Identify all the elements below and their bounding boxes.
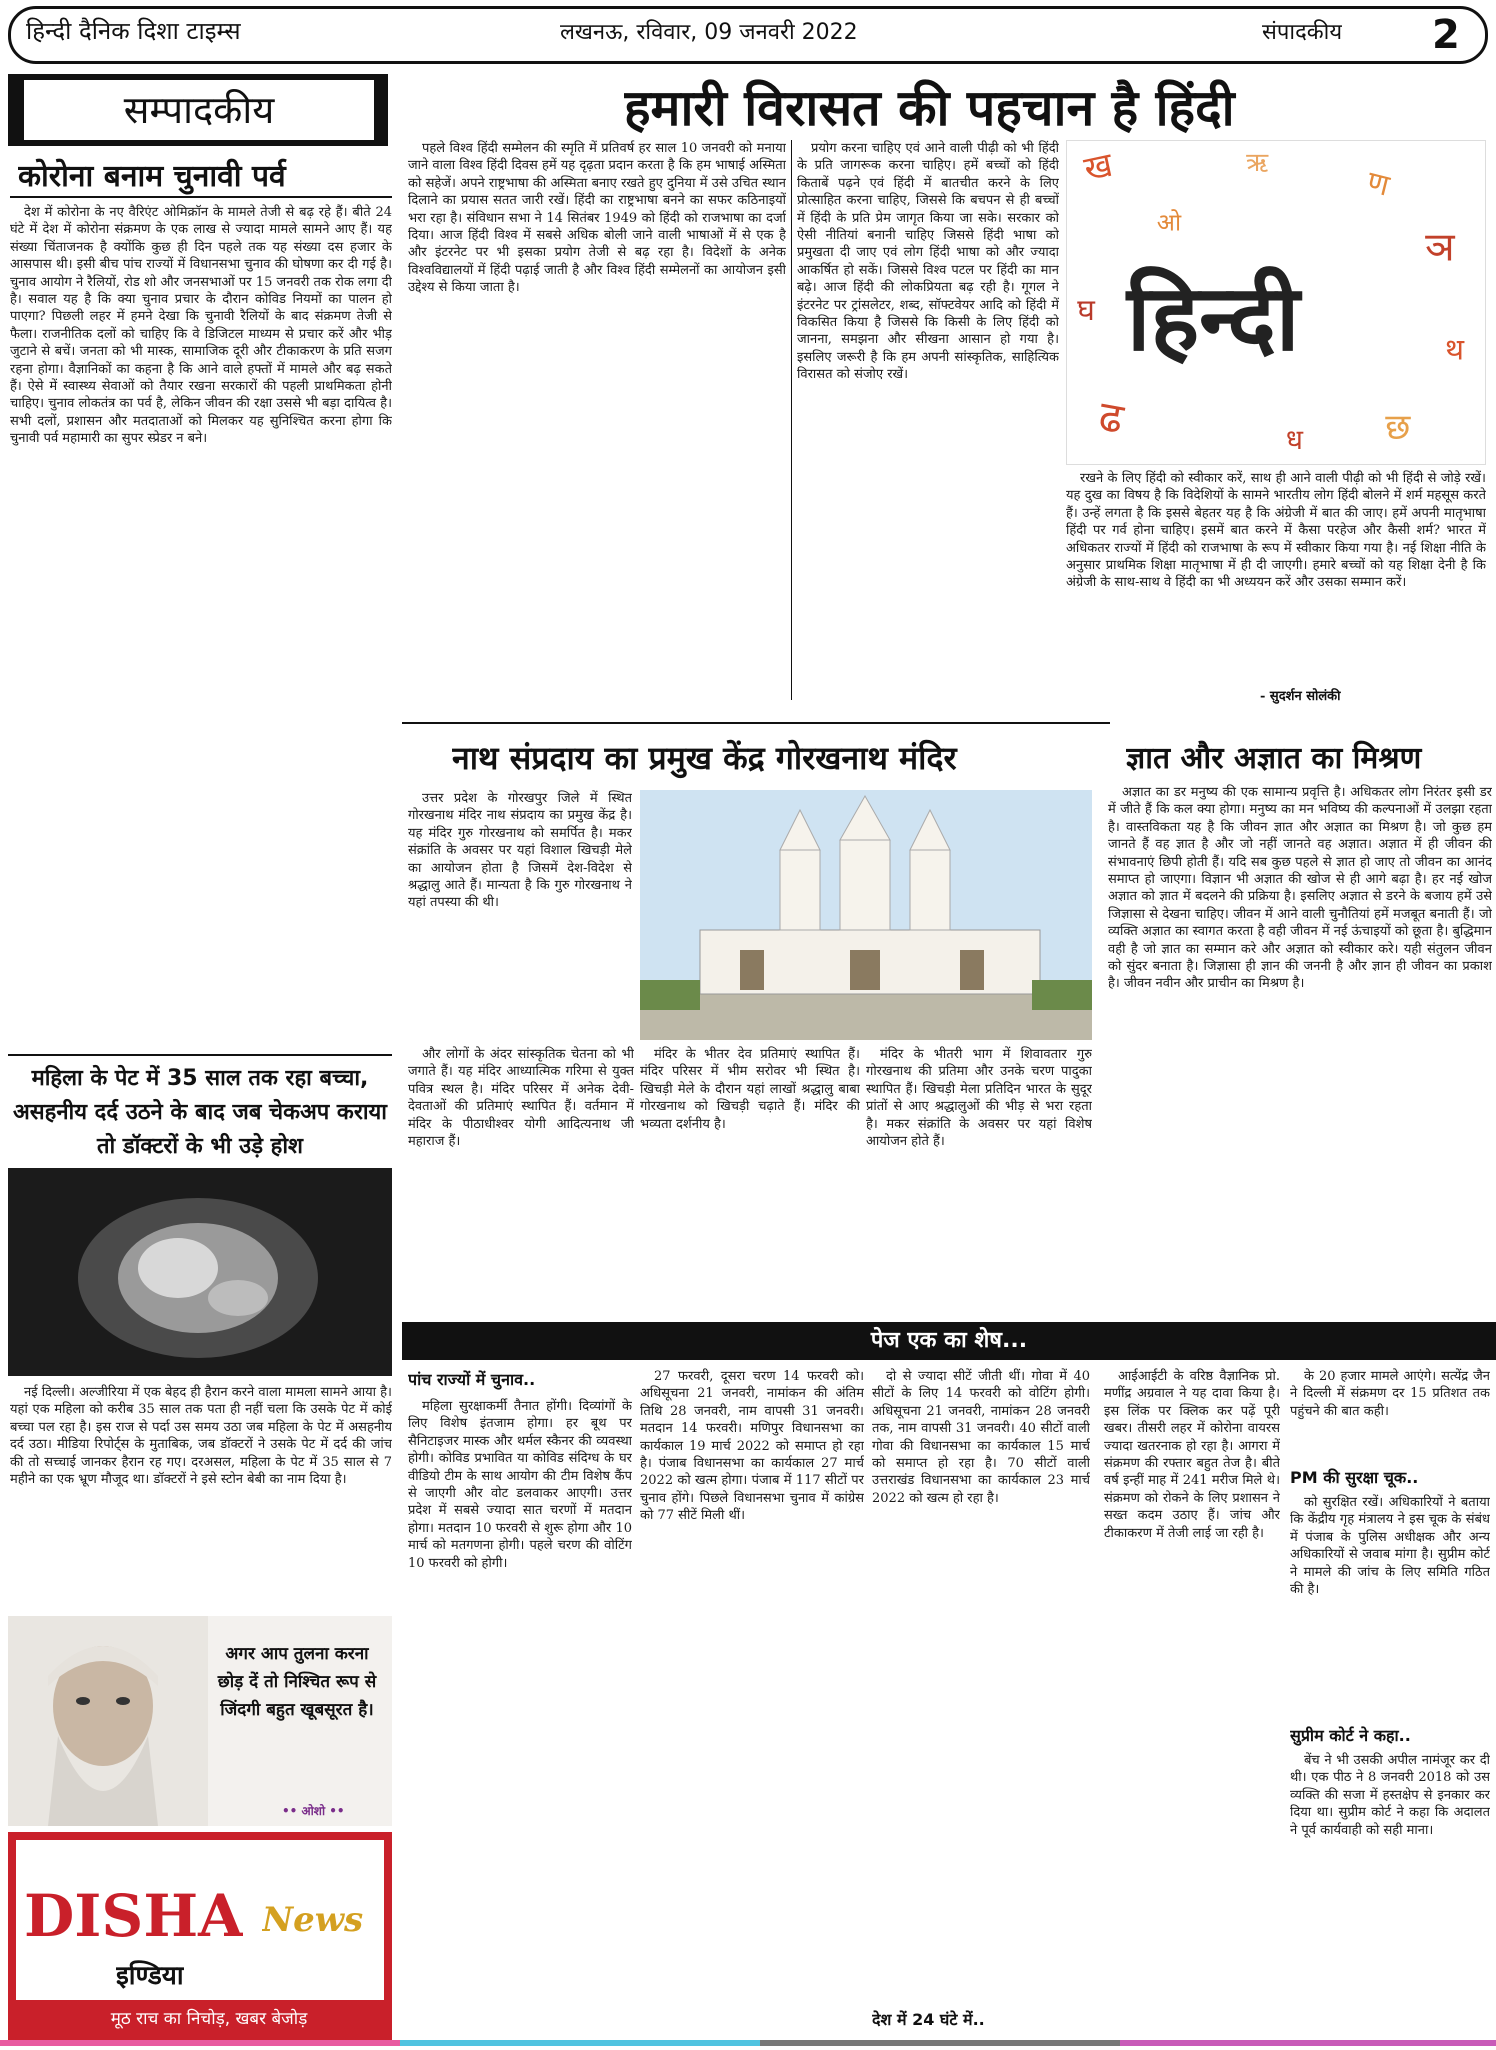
- gyaat-headline: ज्ञात और अज्ञात का मिश्रण: [1126, 741, 1422, 776]
- continuation-column-2: 27 फरवरी, दूसरा चरण 14 फरवरी को। अधिसूचना 21 जनवरी, नामांकन की अंतिम तिथि 28 जनवरी, नाम वापसी 31 जनवरी। मतदान 14 फरवरी। मणिपुर विधानसभा का कार्यकाल 19 मार्च 2022 को समाप्त हो रहा है। पंजाब विधानसभा का कार्यकाल 27 मार्च 2022 को खत्म होगा। पंजाब में 117 सीटों पर चुनाव होंगे। पिछले विधानसभा चुनाव में कांग्रेस को 77 सीटें मिली थीं।: [640, 1369, 864, 1524]
- continuation-band-text: पेज एक का शेष...: [870, 1328, 1028, 1353]
- woman-body: नई दिल्ली। अल्जीरिया में एक बेहद ही हैरान करने वाला मामला सामने आया है। यहां एक महिला को करीब 35 साल तक पता ही नहीं चला कि उसके पेट में कोई बच्चा पल रहा है। इस राज से पर्दा उस समय उठा जब महिला के पेट में असहनीय दर्द उठा। मीडिया रिपोर्ट्स के मुताबिक, जब डॉक्टरों ने उसके पेट में दर्द की जांच की तो सच्चाई जानकर हैरान रह गए। दरअसल, महिला के पेट में 35 साल से 7 महीने का एक भ्रूण मौजूद था। डॉक्टरों ने इसे स्टोन बेबी का नाम दिया है।: [10, 1385, 392, 1488]
- svg-text:घ: घ: [1077, 292, 1095, 328]
- svg-text:ओ: ओ: [1156, 208, 1182, 237]
- ad-brand: DISHA: [24, 1882, 244, 1950]
- corona-headline: कोरोना बनाम चुनावी पर्व: [18, 159, 286, 194]
- quote-text: अगर आप तुलना करना छोड़ दें तो निश्चित रूप से जिंदगी बहुत खूबसूरत है।: [217, 1644, 377, 1720]
- footer-stripe: [0, 2040, 400, 2046]
- author-byline: - सुदर्शन सोलंकी: [1260, 689, 1341, 704]
- supreme-court-body: बेंच ने भी उसकी अपील नामंजूर कर दी थी। एक पीठ ने 8 जनवरी 2018 को उस व्यक्ति की सजा में हस्तक्षेप से इनकार कर दिया था। सुप्रीम कोर्ट ने कहा कि अदालत ने पूर्व कार्यवाही को सही माना।: [1290, 1753, 1490, 1838]
- svg-text:ख: ख: [1080, 144, 1116, 189]
- hindi-word-art-image: [1066, 140, 1486, 465]
- column-rule: [791, 140, 792, 700]
- svg-text:ञ: ञ: [1425, 224, 1455, 271]
- gorakhnath-column-2: और लोगों के अंदर सांस्कृतिक चेतना को भी जगाते हैं। यह मंदिर आध्यात्मिक गरिमा से युक्त पवित्र स्थल है। मंदिर परिसर में अनेक देवी-देवताओं की प्रतिमाएं स्थापित हैं। वर्तमान में मंदिर के पीठाधीश्वर योगी आदित्यनाथ जी महाराज हैं।: [408, 1047, 634, 1150]
- gorakhnath-column-1: उत्तर प्रदेश के गोरखपुर जिले में स्थित गोरखनाथ मंदिर नाथ संप्रदाय का प्रमुख केंद्र है। यह मंदिर गुरु गोरखनाथ को समर्पित है। मकर संक्रांति के अवसर पर यहां विशाल खिचड़ी मेले का आयोजन होता है जिसमें देश-विदेश से श्रद्धालु आते हैं। मान्यता है कि गुरु गोरखनाथ ने यहां तपस्या की थी।: [408, 791, 632, 911]
- continuation-column-3: दो से ज्यादा सीटें जीती थीं। गोवा में 40 सीटों के लिए 14 फरवरी को वोटिंग होगी। अधिसूचना 21 जनवरी, नामांकन 28 जनवरी तक, नाम वापसी 31 जनवरी। 40 सीटों वाली गोवा की विधानसभा का कार्यकाल 15 मार्च को समाप्त हो रहा है। 70 सीटों वाली उत्तराखंड विधानसभा का कार्यकाल 23 मार्च 2022 को खत्म हो रहा है।: [872, 1369, 1090, 1506]
- dateline: लखनऊ, रविवार, 09 जनवरी 2022: [560, 20, 858, 45]
- footer-stripe: [400, 2040, 760, 2046]
- gorakhnath-column-4: मंदिर के भीतरी भाग में शिवावतार गुरु गोरखनाथ की प्रतिमा और उनके चरण पादुका स्थापित हैं। खिचड़ी मेला प्रतिदिन भारत के सुदूर प्रांतों से आए श्रद्धालुओं की भीड़ से भरा रहता है। मकर संक्रांति के अवसर पर यहां विशेष आयोजन होते हैं।: [866, 1047, 1092, 1150]
- divider: [8, 1054, 392, 1056]
- xray-image: [8, 1168, 392, 1376]
- pm-security-head: PM की सुरक्षा चूक..: [1290, 1468, 1419, 1487]
- svg-text:ऋ: ऋ: [1246, 147, 1269, 178]
- section-label: सम्पादकीय: [24, 80, 374, 140]
- svg-text:थ: थ: [1444, 332, 1465, 368]
- svg-text:छ: छ: [1385, 407, 1411, 449]
- page-number: 2: [1432, 12, 1460, 58]
- delhi-cases-text: के 20 हजार मामले आएंगे। सत्येंद्र जैन ने दिल्ली में संक्रमण दर 15 प्रतिशत तक पहुंचने की बात कही।: [1290, 1369, 1490, 1419]
- footer-stripe: [760, 2040, 1120, 2046]
- svg-text:ढ: ढ: [1095, 390, 1128, 444]
- elections-body: महिला सुरक्षाकर्मी तैनात होंगी। दिव्यांगों के लिए विशेष इंतजाम होगा। हर बूथ पर सैनिटाइजर मास्क और थर्मल स्कैनर की व्यवस्था होगी। कोविड प्रभावित या कोविड संदिग्ध के घर वीडियो टीम के साथ आयोग की टीम विशेष कैंप से जाएगी और वोट डलवाकर आएगी। उत्तर प्रदेश में सबसे ज्यादा सात चरणों में मतदान होगा। मतदान 10 फरवरी से शुरू होगा और 10 मार्च को मतगणना होगी। पहले चरण की वोटिंग 10 फरवरी को होगी।: [408, 1399, 632, 1571]
- section-name: संपादकीय: [1262, 20, 1343, 45]
- newspaper-name: हिन्दी दैनिक दिशा टाइम्स: [26, 17, 241, 45]
- elections-head: पांच राज्यों में चुनाव..: [408, 1370, 536, 1389]
- osho-portrait: [8, 1616, 208, 1826]
- ad-tagline: मूठ राच का निचोड़, खबर बेजोड़: [44, 2004, 374, 2034]
- main-article-column-2: प्रयोग करना चाहिए एवं आने वाली पीढ़ी को भी हिंदी के प्रति जागरूक करना चाहिए। हमें बच्चों को हिंदी किताबें पढ़ने एवं हिंदी में बातचीत करने के लिए प्रोत्साहित करना चाहिए, जिससे कि बचपन से ही बच्चों में हिंदी के प्रति प्रेम जागृत किया जा सके। सरकार को ऐसी नीतियां बनानी चाहिए जिससे हिंदी भाषा को प्रमुखता दी जाए एवं लोग हिंदी भाषा को और ज्यादा आकर्षित हो सकें। जिससे विश्व पटल पर हिंदी का मान बढ़े। आज हिंदी की लोकप्रियता बढ़ रही है। गूगल ने इंटरनेट पर ट्रांसलेटर, शब्द, सॉफ्टवेयर आदि को हिंदी में विकसित किया है जिससे कि किसी के लिए हिंदी को जानना, समझना और सीखना आसान हो गया है। इसलिए जरूरी है कि हम अपनी सांस्कृतिक, साहित्यिक विरासत को संजोए रखें।: [797, 141, 1059, 383]
- continuation-column-4: आईआईटी के वरिष्ठ वैज्ञानिक प्रो. मणींद्र अग्रवाल ने यह दावा किया है। इस लिंक पर क्लिक कर पढ़ें पूरी खबर। तीसरी लहर में कोरोना वायरस ज्यादा खतरनाक हो रहा है। आगरा में संक्रमण की रफ्तार बहुत तेज है। बीते वर्ष इन्हीं माह में 241 मरीज मिले थे। संक्रमण को रोकने के लिए प्रशासन ने सख्त कदम उठाए हैं। जांच और टीकाकरण में तेजी लाई जा रही है।: [1104, 1369, 1280, 1541]
- continuation-column-1: [408, 1368, 632, 2032]
- main-article-column-3: रखने के लिए हिंदी को स्वीकार करें, साथ ही आने वाली पीढ़ी को भी हिंदी से जोड़े रखें। यह दुख का विषय है कि विदेशियों के सामने भारतीय लोग हिंदी बोलने में शर्म महसूस करते हैं। उन्हें लगता है कि इससे बेहतर यह है कि अंग्रेजी में बात की जाए। हमें अपनी मातृभाषा हिंदी पर गर्व होना चाहिए। इसमें बात करने में कैसा परहेज और कैसी शर्म? भारत में अधिकतर राज्यों में हिंदी को राजभाषा के रूप में स्वीकार किया गया है। नई शिक्षा नीति के अनुसार प्राथमिक शिक्षा मातृभाषा में ही दी जाएगी। हमारे बच्चों को यह शिक्षा देनी है कि अंग्रेजी के साथ-साथ वे हिंदी का भी अध्ययन करें और उसका सम्मान करें।: [1066, 471, 1486, 591]
- continuation-column-5: [1290, 1368, 1490, 2032]
- main-headline: हमारी विरासत की पहचान है हिंदी: [624, 79, 1235, 137]
- desh-24-hours-head: देश में 24 घंटे में..: [872, 2010, 985, 2029]
- hindi-art-word: हिन्दी: [1126, 263, 1300, 372]
- ad-brand-news: News: [262, 1900, 364, 1940]
- ad-india: इण्डिया: [116, 1961, 184, 1991]
- gorakhnath-column-3: मंदिर के भीतर देव प्रतिमाएं स्थापित हैं। मंदिर परिसर में भीम सरोवर भी स्थित है। खिचड़ी मेले के दौरान यहां लाखों श्रद्धालु बाबा गोरखनाथ को खिचड़ी चढ़ाते हैं। मंदिर की भव्यता दर्शनीय है।: [640, 1047, 860, 1132]
- supreme-court-head: सुप्रीम कोर्ट ने कहा..: [1290, 1726, 1411, 1745]
- pm-security-body: को सुरक्षित रखें। अधिकारियों ने बताया कि केंद्रीय गृह मंत्रालय ने इस चूक के संबंध में पंजाब के पुलिस अधीक्षक और अन्य अधिकारियों से जवाब मांगा है। सुप्रीम कोर्ट ने मामले की जांच के लिए समिति गठित की है।: [1290, 1495, 1490, 1598]
- divider: [402, 722, 1110, 724]
- gyaat-body: अज्ञात का डर मनुष्य की एक सामान्य प्रवृत्ति है। अधिकतर लोग निरंतर इसी डर में जीते हैं कि कल क्या होगा। मनुष्य का मन भविष्य की कल्पनाओं में उलझा रहता है। वास्तविकता यह है कि जीवन ज्ञात और अज्ञात का मिश्रण है। जो कुछ हम जानते हैं वह ज्ञात है और जो नहीं जानते वह अज्ञात। अज्ञात में ही जीवन की संभावनाएं छिपी होती हैं। यदि सब कुछ पहले से ज्ञात हो जाए तो जीवन का आनंद समाप्त हो जाएगा। विज्ञान भी अज्ञात की खोज से ही आगे बढ़ा है। हर नई खोज अज्ञात को ज्ञात में बदलने की प्रक्रिया है। इसलिए अज्ञात से डरने के बजाय हमें उसे जिज्ञासा से देखना चाहिए। जीवन में आने वाली चुनौतियां हमें मजबूत बनाती हैं। जो व्यक्ति अज्ञात का स्वागत करता है वही जीवन में नई ऊंचाइयों को छूता है। बुद्धिमान वही है जो ज्ञात का सम्मान करे और अज्ञात को स्वीकार करे। यही संतुलन जीवन को सुंदर बनाता है। जिज्ञासा ही ज्ञान की जननी है और ज्ञान ही जीवन का प्रकाश है। जीवन नवीन और प्राचीन का मिश्रण है।: [1108, 785, 1492, 992]
- woman-headline: महिला के पेट में 35 साल तक रहा बच्चा, असहनीय दर्द उठने के बाद जब चेकअप कराया तो डॉक्टरों के भी उड़े होश: [12, 1066, 387, 1159]
- quote-credit: •• ओशो ••: [282, 1804, 345, 1818]
- temple-photo: [640, 790, 1092, 1040]
- svg-text:ण: ण: [1363, 164, 1393, 204]
- corona-body: देश में कोरोना के नए वैरिएंट ओमिक्रॉन के मामले तेजी से बढ़ रहे हैं। बीते 24 घंटे में देश में कोरोना संक्रमण के एक लाख से ज्यादा मामले सामने आए हैं। यह संख्या चिंताजनक है क्योंकि कुछ ही दिन पहले तक यह संख्या दस हजार के आसपास थी। इसी बीच पांच राज्यों में विधानसभा चुनाव की घोषणा कर दी गई है। चुनाव आयोग ने रैलियों, रोड शो और जनसभाओं पर 15 जनवरी तक रोक लगा दी है। सवाल यह है कि क्या चुनाव प्रचार के दौरान कोविड नियमों का पालन हो पाएगा? पिछली लहर में हमने देखा कि चुनावी रैलियों के बाद संक्रमण तेजी से फैला। राजनीतिक दलों को चाहिए कि वे डिजिटल माध्यम से प्रचार करें और भीड़ जुटाने से बचें। जनता को भी मास्क, सामाजिक दूरी और टीकाकरण के प्रति सजग रहना होगा। वैज्ञानिकों का कहना है कि आने वाले हफ्तों में मामले और बढ़ सकते हैं। ऐसे में स्वास्थ्य सेवाओं को तैयार रखना सरकारों की पहली प्राथमिकता होनी चाहिए। चुनाव लोकतंत्र का पर्व है, लेकिन जीवन की रक्षा उससे भी बड़ा दायित्व है। सभी दलों, प्रशासन और मतदाताओं को मिलकर यह सुनिश्चित करना होगा कि चुनावी पर्व महामारी का सुपर स्प्रेडर न बने।: [10, 205, 392, 447]
- divider: [10, 196, 392, 198]
- gorakhnath-headline: नाथ संप्रदाय का प्रमुख केंद्र गोरखनाथ मंदिर: [452, 739, 957, 777]
- svg-text:ध: ध: [1285, 423, 1304, 457]
- main-article-column-1: पहले विश्व हिंदी सम्मेलन की स्मृति में प्रतिवर्ष हर साल 10 जनवरी को मनाया जाने वाला विश्व हिंदी दिवस हमें यह दृढ़ता प्रदान करता है कि हम भाषाई अस्मिता को सहेजें। अपने राष्ट्रभाषा की अस्मिता बनाए रखते हुए दुनिया में उसे उचित स्थान दिलाने का प्रयास सतत जारी रखें। हिंदी का राष्ट्रभाषा बनने का सफर कठिनाइयों भरा रहा है। संविधान सभा ने 14 सितंबर 1949 को हिंदी को राजभाषा का दर्जा दिया। आज हिंदी विश्व में सबसे अधिक बोली जाने वाली भाषाओं में से एक है और इंटरनेट पर भी इसका प्रयोग तेजी से बढ़ रहा है। विदेशों के अनेक विश्वविद्यालयों में हिंदी पढ़ाई जाती है और विश्व हिंदी सम्मेलनों का आयोजन इसी उद्देश्य से किया जाता है।: [408, 141, 786, 296]
- footer-stripe: [1120, 2040, 1496, 2046]
